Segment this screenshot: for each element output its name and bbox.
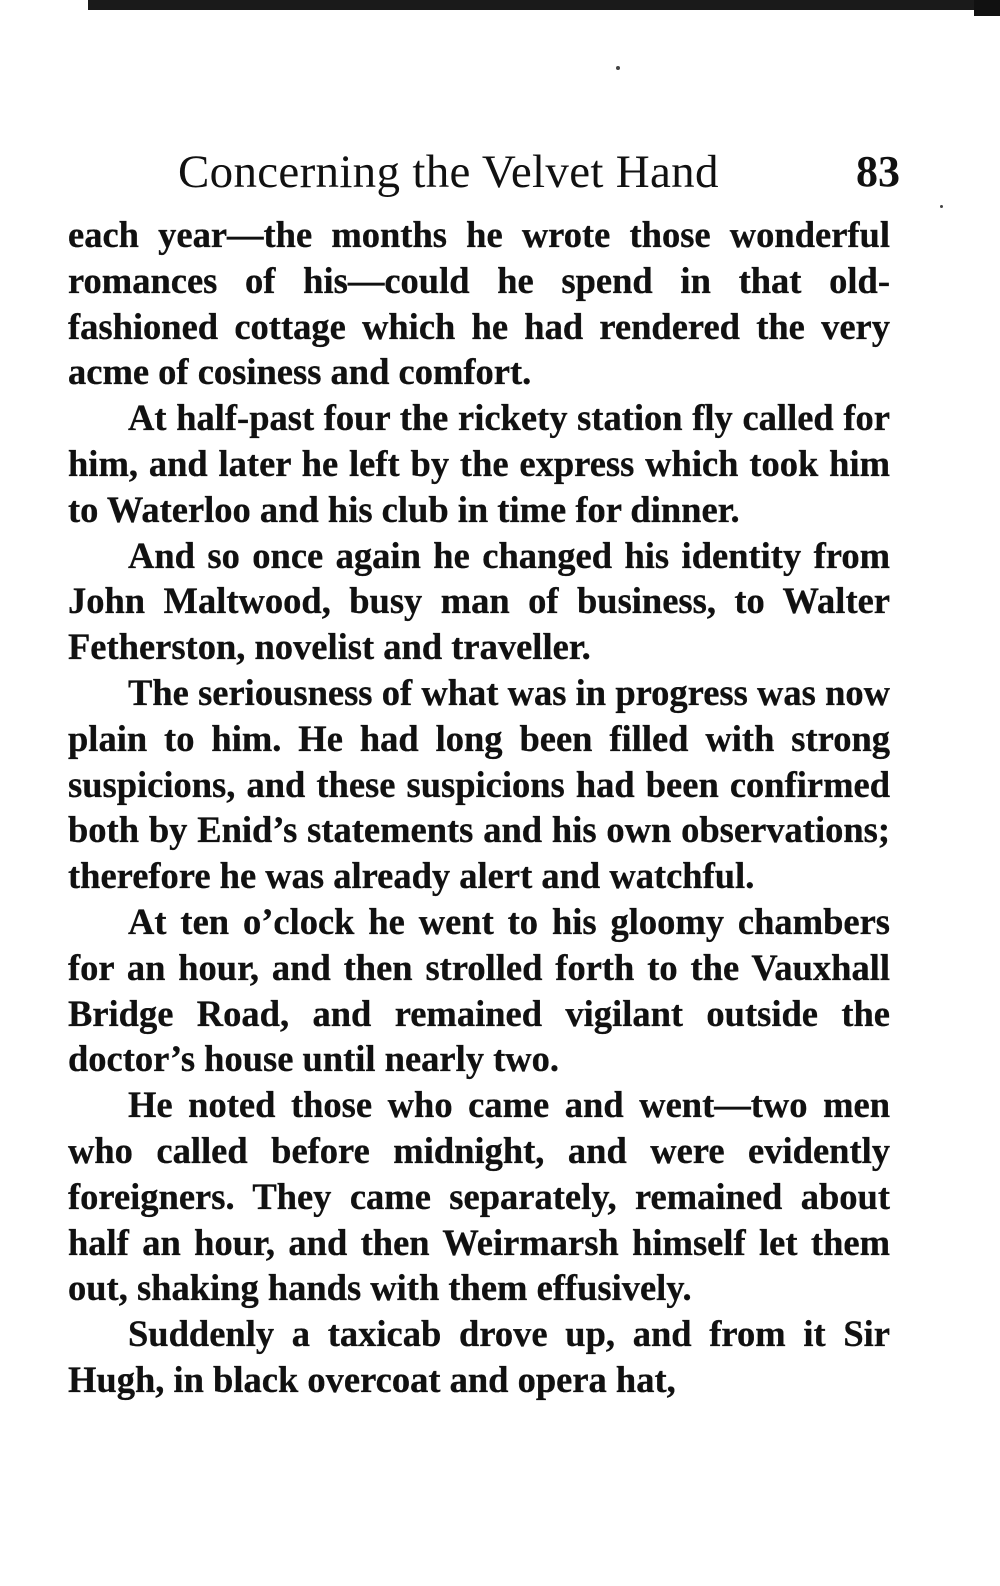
top-border-corner xyxy=(974,0,1000,16)
page-header xyxy=(178,142,900,202)
paragraph: The seriousness of what was in progress was now plain to him. He had long been filled with strong suspicions, and these suspicions had been confirmed both by Enid’s statements and his own observations; therefore he was already alert and watchful. xyxy=(68,671,890,897)
paragraph: He noted those who came and went—two men who called before midnight, and were evidently foreigners. They came separately, remained about half an hour, and then Weirmarsh himself let them out, shaking hands with them effusively. xyxy=(68,1084,890,1309)
page-number: 83 xyxy=(856,147,900,196)
paragraph: Suddenly a taxicab drove up, and from it Sir Hugh, in black overcoat and opera hat, xyxy=(68,1313,890,1400)
scan-speck xyxy=(940,205,943,208)
paragraph: At half-past four the rickety station fly called for him, and later he left by the express which took him to Waterloo and his club in time for dinner. xyxy=(68,397,890,530)
scan-speck xyxy=(616,66,620,70)
paragraph: At ten o’clock he went to his gloomy chambers for an hour, and then strolled forth to the Vauxhall Bridge Road, and remained vigilant outside the doctor’s house until nearly two. xyxy=(68,900,890,1080)
top-border-rule xyxy=(88,0,1000,10)
paragraph: each year—the months he wrote those wonderful romances of his—could he spend in that old-fashioned cottage which he had rendered the very acme of cosiness and comfort. xyxy=(68,214,890,393)
running-title: Concerning the Velvet Hand xyxy=(178,146,719,198)
body-text xyxy=(68,212,890,1403)
paragraph: And so once again he changed his identity from John Maltwood, busy man of business, to Walter Fetherston, novelist and traveller. xyxy=(68,534,890,668)
